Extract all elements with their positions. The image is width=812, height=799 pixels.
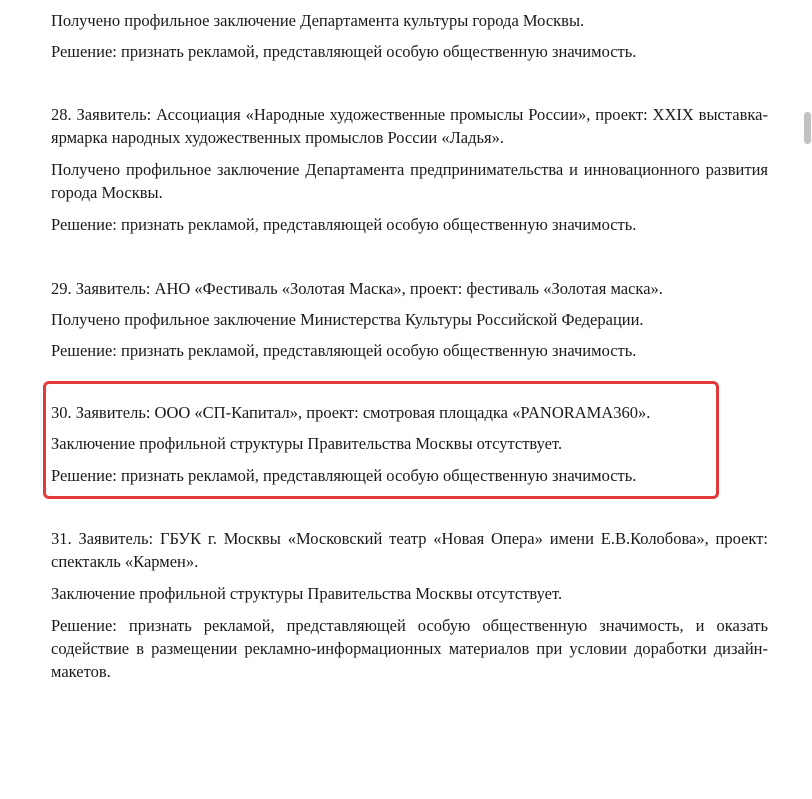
item-29-conclusion: Получено профильное заключение Министерства Культуры Российской Федерации. [51,310,644,329]
item-31-application: 31. Заявитель: ГБУК г. Москвы «Московский театр «Новая Опера» имени Е.В.Колобова», проект: спектакль «Кармен». [51,529,768,571]
vertical-scrollbar[interactable] [800,0,812,799]
intro-decision: Решение: признать рекламой, представляющей особую общественную значимость. [51,42,637,61]
item-30-highlight-box [43,381,719,499]
item-31-decision: Решение: признать рекламой, представляющей особую общественную значимость, и оказать содействие в размещении рекламно-информационных материалов при условии доработки дизайн-макетов. [51,616,768,681]
item-28-application: 28. Заявитель: Ассоциация «Народные художественные промыслы России», проект: XXIX выставка-ярмарка народных художественных промыслов России «Ладья». [51,105,768,147]
item-29-decision: Решение: признать рекламой, представляющей особую общественную значимость. [51,341,637,360]
item-30-conclusion: Заключение профильной структуры Правительства Москвы отсутствует. [51,434,563,453]
intro-conclusion: Получено профильное заключение Департамента культуры города Москвы. [51,11,585,30]
item-28-decision: Решение: признать рекламой, представляющей особую общественную значимость. [51,215,637,234]
item-28-conclusion: Получено профильное заключение Департамента предпринимательства и инновационного развития города Москвы. [51,160,768,202]
item-31-conclusion: Заключение профильной структуры Правительства Москвы отсутствует. [51,584,563,603]
scrollbar-thumb[interactable] [804,112,811,144]
item-30-decision: Решение: признать рекламой, представляющей особую общественную значимость. [51,466,637,485]
item-29-application: 29. Заявитель: АНО «Фестиваль «Золотая Маска», проект: фестиваль «Золотая маска». [51,279,663,298]
item-30-application: 30. Заявитель: ООО «СП-Капитал», проект: смотровая площадка «PANORAMA360». [51,403,651,422]
